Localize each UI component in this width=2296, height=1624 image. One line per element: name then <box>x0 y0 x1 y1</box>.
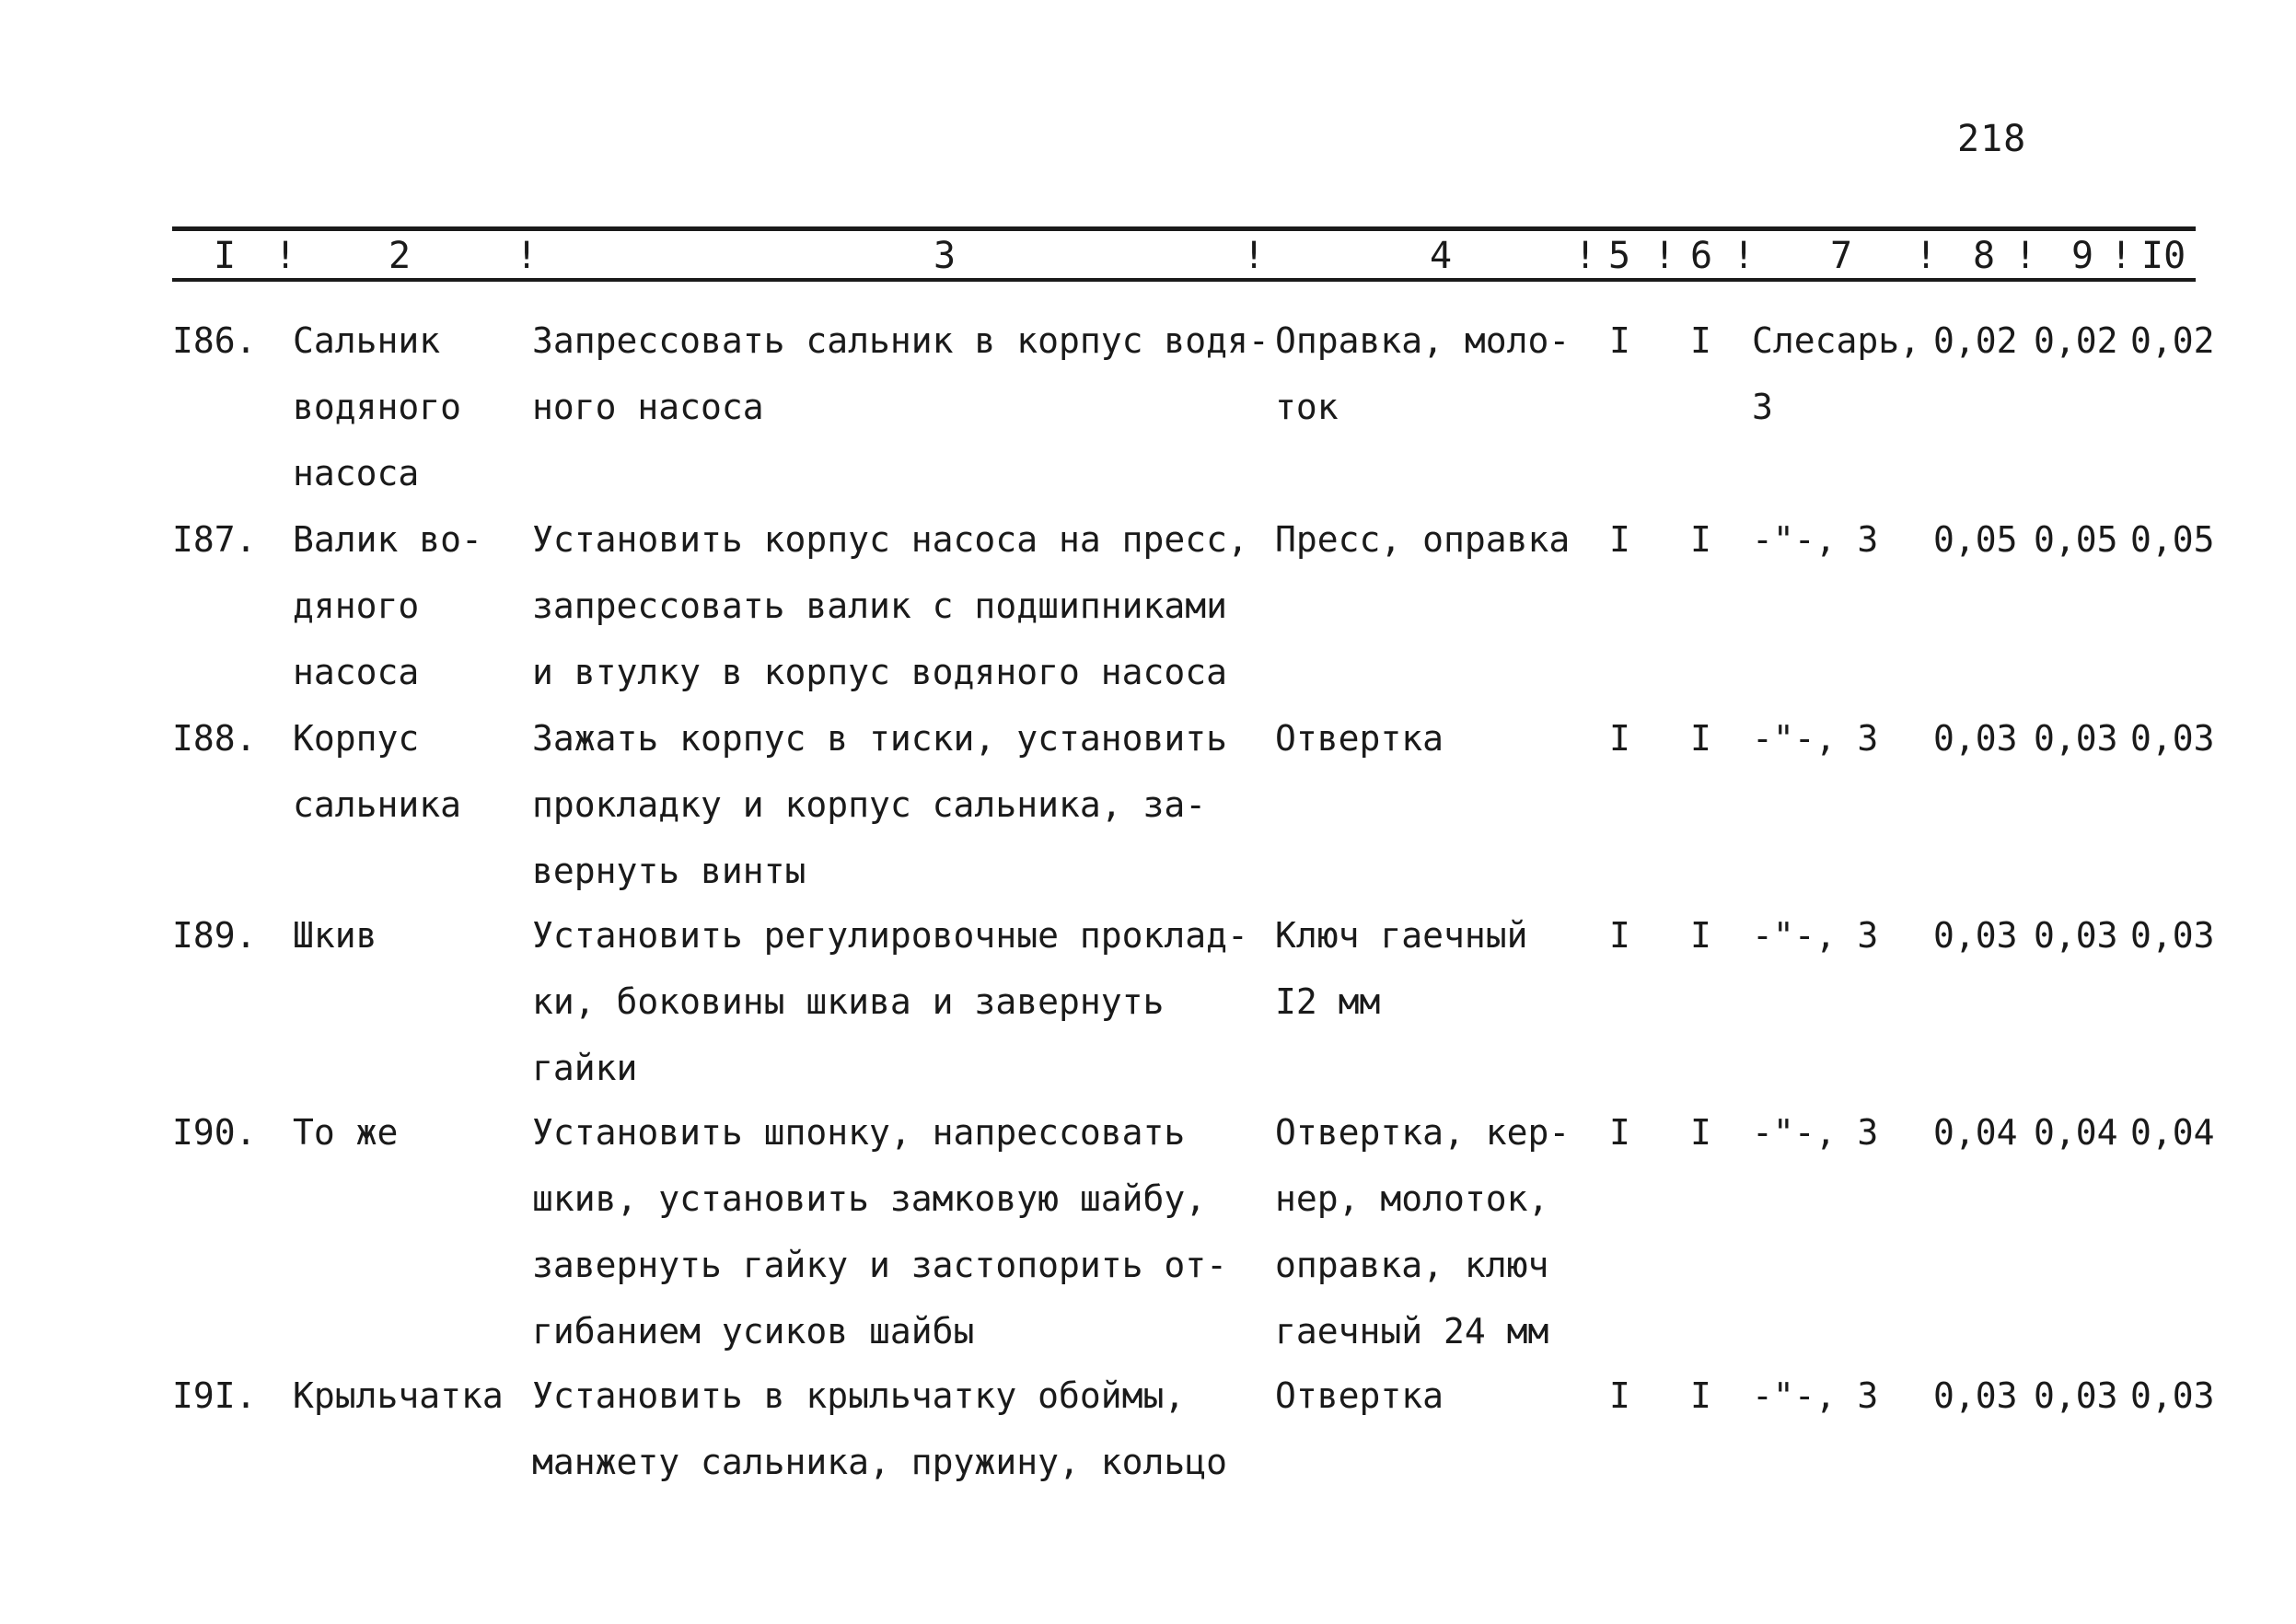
part-name: Крыльчатка <box>293 1375 504 1416</box>
col-10-value: 0,05 <box>2130 519 2215 560</box>
col-9-value: 0,03 <box>2034 718 2118 759</box>
header-separator: ! <box>1243 235 1266 277</box>
worker-text: -"-, 3 <box>1752 519 1879 560</box>
col-9-value: 0,02 <box>2034 320 2118 361</box>
part-name: Сальник водяного насоса <box>293 320 462 493</box>
col-5-value: I <box>1609 915 1630 956</box>
col-5-value: I <box>1609 1112 1630 1153</box>
header-separator: ! <box>1733 235 1756 277</box>
col-5-value: I <box>1609 519 1630 560</box>
part-name: То же <box>293 1112 399 1153</box>
worker-text: -"-, 3 <box>1752 1112 1879 1153</box>
operation-text: Установить регулировочные проклад- ки, боковины шкива и завернуть гайки <box>532 915 1248 1088</box>
worker-text: -"-, 3 <box>1752 915 1879 956</box>
operation-text: Запрессовать сальник в корпус водя- ного насоса <box>532 320 1270 427</box>
row-number: I90. <box>172 1112 257 1153</box>
col-6-value: I <box>1690 1375 1711 1416</box>
row-number: I9I. <box>172 1375 257 1416</box>
header-col-9: 9 <box>2071 235 2094 277</box>
col-6-value: I <box>1690 1112 1711 1153</box>
col-6-value: I <box>1690 718 1711 759</box>
header-separator: ! <box>274 235 297 277</box>
col-10-value: 0,03 <box>2130 718 2215 759</box>
col-5-value: I <box>1609 320 1630 361</box>
header-col-1: I <box>214 235 237 277</box>
tool-text: Пресс, оправка <box>1275 519 1571 560</box>
tool-text: Отвертка, кер- нер, молоток, оправка, ключ гаечный 24 мм <box>1275 1112 1571 1351</box>
worker-text: -"-, 3 <box>1752 1375 1879 1416</box>
operation-text: Зажать корпус в тиски, установить прокладку и корпус сальника, за- вернуть винты <box>532 718 1227 891</box>
header-separator: ! <box>1915 235 1938 277</box>
tool-text: Оправка, моло- ток <box>1275 320 1571 427</box>
operation-text: Установить в крыльчатку обоймы, манжету сальника, пружину, кольцо <box>532 1375 1227 1482</box>
col-8-value: 0,03 <box>1933 718 2018 759</box>
operation-text: Установить корпус насоса на пресс, запрессовать валик с подшипниками и втулку в корпус водяного насоса <box>532 519 1248 692</box>
col-6-value: I <box>1690 915 1711 956</box>
col-10-value: 0,03 <box>2130 915 2215 956</box>
col-8-value: 0,03 <box>1933 1375 2018 1416</box>
header-col-5: 5 <box>1608 235 1631 277</box>
header-separator: ! <box>1653 235 1676 277</box>
col-6-value: I <box>1690 519 1711 560</box>
header-separator: ! <box>516 235 539 277</box>
col-9-value: 0,03 <box>2034 1375 2118 1416</box>
col-9-value: 0,04 <box>2034 1112 2118 1153</box>
row-number: I86. <box>172 320 257 361</box>
header-col-6: 6 <box>1690 235 1713 277</box>
col-5-value: I <box>1609 718 1630 759</box>
part-name: Валик во- дяного насоса <box>293 519 482 692</box>
page-number: 218 <box>1957 118 2027 160</box>
header-separator: ! <box>2014 235 2037 277</box>
part-name: Корпус сальника <box>293 718 462 825</box>
row-number: I89. <box>172 915 257 956</box>
col-6-value: I <box>1690 320 1711 361</box>
col-10-value: 0,04 <box>2130 1112 2215 1153</box>
tool-text: Отвертка <box>1275 718 1444 759</box>
col-9-value: 0,03 <box>2034 915 2118 956</box>
operation-text: Установить шпонку, напрессовать шкив, установить замковую шайбу, завернуть гайку и застопорить от- гибанием усиков шайбы <box>532 1112 1227 1351</box>
row-number: I87. <box>172 519 257 560</box>
header-col-8: 8 <box>1973 235 1996 277</box>
worker-text: -"-, 3 <box>1752 718 1879 759</box>
tool-text: Ключ гаечный I2 мм <box>1275 915 1528 1022</box>
header-separator: ! <box>1574 235 1597 277</box>
col-8-value: 0,04 <box>1933 1112 2018 1153</box>
worker-text: Слесарь, 3 <box>1752 320 1921 427</box>
col-10-value: 0,03 <box>2130 1375 2215 1416</box>
header-rule-bottom <box>172 278 2196 282</box>
header-col-3: 3 <box>933 235 957 277</box>
col-9-value: 0,05 <box>2034 519 2118 560</box>
header-separator: ! <box>2110 235 2133 277</box>
col-8-value: 0,05 <box>1933 519 2018 560</box>
col-8-value: 0,02 <box>1933 320 2018 361</box>
col-8-value: 0,03 <box>1933 915 2018 956</box>
tool-text: Отвертка <box>1275 1375 1444 1416</box>
header-rule-top <box>172 226 2196 231</box>
header-col-10: I0 <box>2141 235 2186 277</box>
header-col-2: 2 <box>388 235 412 277</box>
row-number: I88. <box>172 718 257 759</box>
header-col-4: 4 <box>1430 235 1453 277</box>
header-col-7: 7 <box>1830 235 1853 277</box>
part-name: Шкив <box>293 915 377 956</box>
col-10-value: 0,02 <box>2130 320 2215 361</box>
col-5-value: I <box>1609 1375 1630 1416</box>
